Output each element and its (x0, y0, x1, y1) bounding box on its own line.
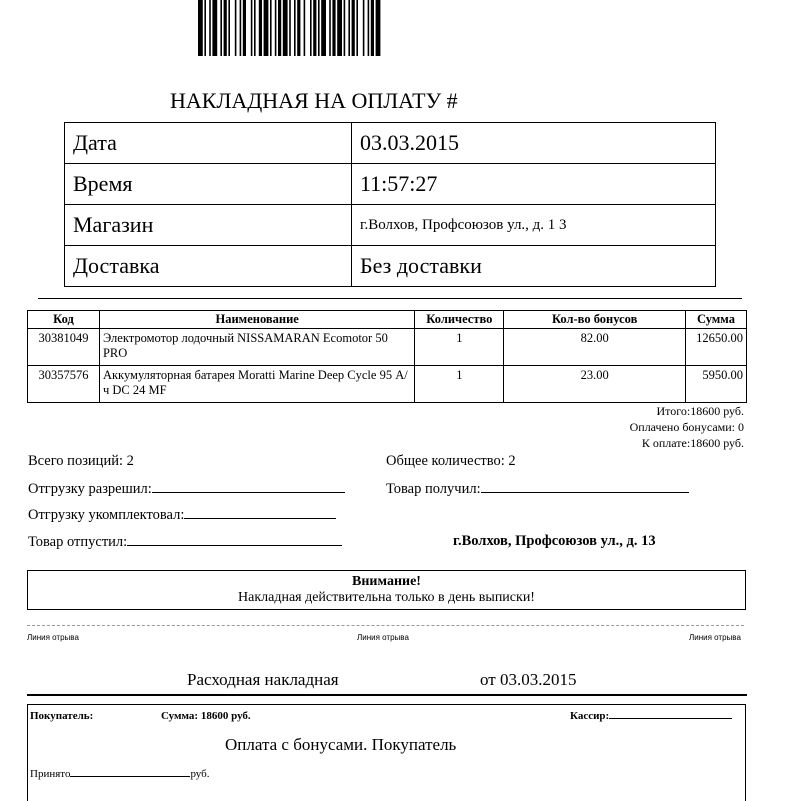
info-row-time (65, 164, 716, 205)
signature-line (184, 517, 336, 519)
barcode-bar (259, 0, 262, 56)
store-label: Магазин (65, 205, 352, 246)
store-address: г.Волхов, Профсоюзов ул., д. 13 (453, 533, 656, 549)
signature-line (127, 544, 342, 546)
signature-line (70, 775, 190, 777)
item-sum: 5950.00 (685, 366, 746, 403)
receipt-divider (27, 694, 747, 696)
item-code: 30381049 (28, 329, 100, 366)
total-quantity: Общее количество: 2 (386, 453, 516, 469)
barcode-bar (289, 0, 291, 56)
barcode-bar (371, 0, 374, 56)
barcode-bar (228, 0, 230, 56)
barcode-bar (356, 0, 358, 56)
info-row-delivery (65, 246, 716, 287)
barcode-bar (220, 0, 222, 56)
to-pay-text: К оплате:18600 руб. (641, 436, 744, 450)
warning-title: Внимание! (352, 574, 421, 589)
barcode-bar (278, 0, 281, 56)
barcode-bar (204, 0, 206, 56)
paid-bonuses-text: Оплачено бонусами: 0 (629, 420, 744, 434)
rub-label: руб. (190, 768, 210, 780)
item-bonus: 82.00 (504, 329, 686, 366)
signature-line (609, 717, 732, 719)
shipment-allowed-field (28, 481, 345, 498)
cashier-field (570, 710, 732, 722)
accepted-field (30, 768, 210, 780)
barcode-bar (254, 0, 256, 56)
barcode-bar (224, 0, 227, 56)
store-value: г.Волхов, Профсоюзов ул., д. 1 3 (352, 205, 716, 246)
barcode-bar (310, 0, 312, 56)
barcode-bar (283, 0, 288, 56)
barcode-bar (198, 0, 203, 56)
barcode-bar (240, 0, 242, 56)
receipt-date: от 03.03.2015 (480, 670, 577, 689)
barcode-bar (313, 0, 316, 56)
time-value: 11:57:27 (352, 164, 716, 205)
sum-label: Сумма: 18600 руб. (161, 710, 251, 722)
signature-line (481, 491, 689, 493)
total-text: Итого:18600 руб. (656, 404, 744, 418)
barcode-bar (329, 0, 331, 56)
warning-text: Накладная действительна только в день выписки! (238, 590, 535, 605)
tear-line (27, 625, 744, 626)
table-row (28, 329, 747, 366)
item-name: Электромотор лодочный NISSAMARAN Ecomotor 50 PRO (99, 329, 414, 366)
goods-released-label: Товар отпустил: (28, 534, 128, 550)
col-header-name: Наименование (99, 311, 414, 329)
barcode-bar (368, 0, 370, 56)
shipment-assembled-label: Отгрузку укомплектовал: (28, 507, 185, 523)
barcode-bar (304, 0, 306, 56)
col-header-sum: Сумма (685, 311, 746, 329)
goods-released-field (28, 534, 342, 551)
item-sum: 12650.00 (685, 329, 746, 366)
accepted-label: Принято (30, 768, 71, 780)
shipment-assembled-field (28, 507, 336, 524)
item-name: Аккумуляторная батарея Moratti Marine Deep Cycle 95 А/ч DC 24 MF (99, 366, 414, 403)
barcode-bar (294, 0, 296, 56)
goods-received-label: Товар получил: (386, 481, 481, 497)
cashier-label: Кассир: (570, 710, 610, 722)
barcode-bar (376, 0, 381, 56)
tear-label-center: Линия отрыва (357, 633, 409, 642)
barcode-image (198, 0, 464, 56)
document-title: НАКЛАДНАЯ НА ОПЛАТУ # (170, 88, 458, 113)
info-table (64, 122, 716, 287)
payment-text: Оплата с бонусами. Покупатель (225, 735, 457, 754)
barcode-bar (243, 0, 246, 56)
barcode-bar (332, 0, 335, 56)
item-code: 30357576 (28, 366, 100, 403)
goods-received-field (386, 481, 689, 498)
barcode-bar (235, 0, 237, 56)
barcode-bar (270, 0, 272, 56)
item-qty: 1 (415, 329, 504, 366)
table-row (28, 366, 747, 403)
warning-box (27, 570, 746, 610)
barcode-bar (352, 0, 355, 56)
col-header-bonus: Кол-во бонусов (504, 311, 686, 329)
receipt-title: Расходная накладная (187, 670, 339, 689)
signature-line (152, 491, 345, 493)
barcode-bar (212, 0, 217, 56)
items-header-row (28, 311, 747, 329)
delivery-label: Доставка (65, 246, 352, 287)
time-label: Время (65, 164, 352, 205)
barcode-bar (275, 0, 277, 56)
info-row-store (65, 205, 716, 246)
item-qty: 1 (415, 366, 504, 403)
col-header-code: Код (28, 311, 100, 329)
date-value: 03.03.2015 (352, 123, 716, 164)
barcode-bar (363, 0, 365, 56)
barcode-bar (297, 0, 300, 56)
barcode-bar (348, 0, 350, 56)
barcode-bar (344, 0, 346, 56)
barcode-bar (321, 0, 326, 56)
barcode-bar (264, 0, 269, 56)
tear-label-left: Линия отрыва (27, 633, 79, 642)
positions-count: Всего позиций: 2 (28, 453, 134, 469)
barcode-bar (337, 0, 342, 56)
barcode-bar (209, 0, 211, 56)
info-row-date (65, 123, 716, 164)
col-header-qty: Количество (415, 311, 504, 329)
barcode-bar (251, 0, 253, 56)
shipment-allowed-label: Отгрузку разрешил: (28, 481, 152, 497)
tear-label-right: Линия отрыва (689, 633, 741, 642)
delivery-value: Без доставки (352, 246, 716, 287)
item-bonus: 23.00 (504, 366, 686, 403)
items-table (27, 310, 747, 403)
barcode-bar (318, 0, 320, 56)
divider-line (38, 298, 742, 299)
date-label: Дата (65, 123, 352, 164)
buyer-label: Покупатель: (30, 710, 94, 722)
